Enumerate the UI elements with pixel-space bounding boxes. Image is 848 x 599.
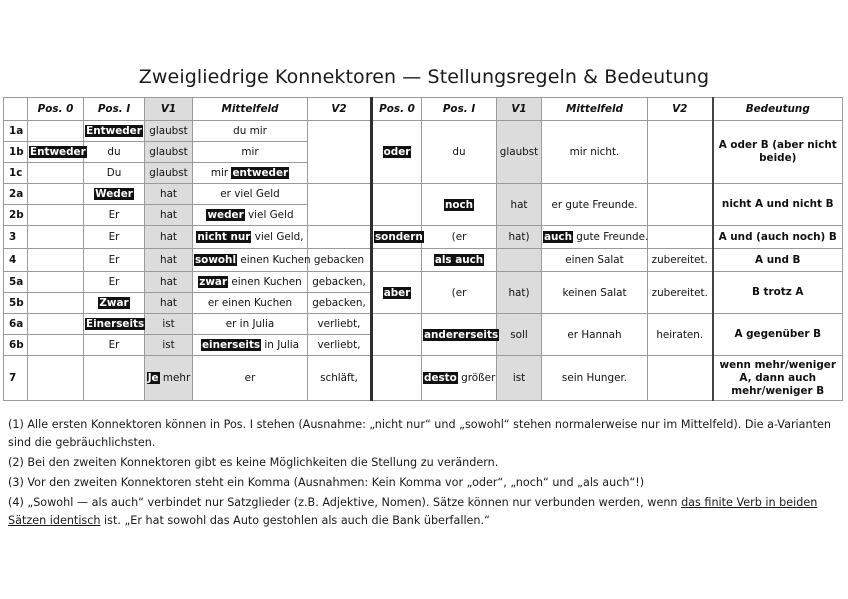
row-number: 2a: [4, 184, 28, 205]
connector-highlight: andererseits: [424, 328, 499, 341]
note-4-text: (4) „Sowohl — als auch“ verbindet nur Satzglieder (z.B. Adjektive, Nomen). Sätze können nur verbunden werden, wenn: [8, 496, 682, 509]
pos0-cell: [28, 121, 84, 142]
v2-b-cell: [648, 121, 713, 184]
header-v1: V1: [145, 98, 193, 121]
table-row: [4, 121, 843, 142]
pos1-cell: Er: [84, 249, 145, 272]
v1-cell: hat: [145, 205, 193, 226]
v1-cell: ist: [145, 335, 193, 356]
mittelfeld-text: einen Kuchen: [231, 276, 302, 288]
pos1-cell: [84, 314, 145, 335]
footnotes: [8, 416, 844, 532]
v2-b-cell: [648, 184, 713, 226]
v2-cell: gebacken,: [308, 272, 372, 293]
connector-highlight: desto: [424, 372, 457, 384]
v2-cell: verliebt,: [308, 335, 372, 356]
header-v2: V2: [308, 98, 372, 121]
connector-highlight: Entweder: [30, 146, 86, 158]
header-num: [4, 98, 28, 121]
konnektoren-table: [3, 97, 843, 401]
pos0-cell: [28, 205, 84, 226]
mittelfeld-b-cell: sein Hunger.: [542, 356, 648, 401]
note-4-example: ist. „Er hat sowohl das Auto gestohlen als auch die Bank überfallen.“: [100, 514, 490, 527]
pos1-cell: [84, 121, 145, 142]
connector-highlight: Entweder: [86, 125, 142, 137]
pos0-b-cell: [372, 121, 422, 184]
v1-b-cell: hat): [497, 272, 542, 314]
header-v2-b: V2: [648, 98, 713, 121]
v2-b-cell: heiraten.: [648, 314, 713, 356]
mittelfeld-b-cell: mir nicht.: [542, 121, 648, 184]
pos1-b-cell: [422, 249, 497, 272]
pos0-b-cell: [372, 226, 422, 249]
v1-cell: hat: [145, 226, 193, 249]
mittelfeld-cell: [193, 249, 311, 272]
mittelfeld-cell: [193, 272, 308, 293]
connector-highlight: sowohl: [195, 254, 237, 266]
table-row: [4, 314, 843, 335]
connector-highlight: als auch: [434, 254, 484, 266]
v2-cell: schläft,: [308, 356, 372, 401]
connector-highlight: weder: [207, 209, 244, 221]
v1-b-cell: hat: [497, 184, 542, 226]
page-title: Zweigliedrige Konnektoren — Stellungsregeln & Bedeutung: [138, 66, 710, 88]
note-4-underline: das finite Verb in beiden Sätzen identisch: [8, 496, 818, 527]
mittelfeld-text: viel Geld,: [254, 231, 304, 243]
v2-cell: [308, 226, 372, 249]
pos0-cell: [28, 272, 84, 293]
connector-highlight: entweder: [232, 167, 289, 179]
table-row: [4, 272, 843, 293]
mittelfeld-cell: er: [193, 356, 308, 401]
row-number: 1b: [4, 142, 28, 163]
connector-highlight: Je: [147, 372, 159, 384]
mittelfeld-text: mir: [210, 167, 229, 179]
table-row: [4, 184, 843, 205]
connector-highlight: aber: [383, 286, 411, 299]
v1-cell: hat: [145, 272, 193, 293]
mittelfeld-cell: [193, 335, 308, 356]
v2-b-cell: [648, 226, 713, 249]
connector-highlight: zwar: [199, 276, 228, 288]
pos1-cell: Er: [84, 226, 145, 249]
row-number: 4: [4, 249, 28, 272]
mittelfeld-text: gute Freunde.: [576, 231, 649, 243]
mittelfeld-text: einen Kuchen: [240, 254, 311, 266]
v1-text: mehr: [162, 372, 191, 384]
pos0-b-cell: [372, 272, 422, 314]
v1-b-cell: ist: [497, 356, 542, 401]
header-bedeutung: Bedeutung: [713, 98, 843, 121]
note-2: (2) Bei den zweiten Konnektoren gibt es keine Möglichkeiten die Stellung zu verändern.: [8, 456, 499, 469]
v1-cell: hat: [145, 293, 193, 314]
header-row: [4, 98, 843, 121]
connector-highlight: nicht nur: [197, 231, 251, 243]
row-number: 7: [4, 356, 28, 401]
pos0-cell: [28, 142, 84, 163]
pos0-cell: [28, 314, 84, 335]
pos1-cell: Er: [84, 205, 145, 226]
pos0-b-cell: [372, 356, 422, 401]
pos0-cell: [28, 335, 84, 356]
pos0-b-cell: [372, 314, 422, 356]
pos1-b-cell: [422, 356, 497, 401]
bedeutung-cell: A und B: [713, 249, 843, 272]
bedeutung-cell: A gegenüber B: [713, 314, 843, 356]
mittelfeld-text: in Julia: [264, 339, 299, 351]
v2-b-cell: zubereitet.: [648, 272, 713, 314]
header-pos1-b: Pos. I: [422, 98, 497, 121]
bedeutung-cell: B trotz A: [713, 272, 843, 314]
row-number: 5a: [4, 272, 28, 293]
mittelfeld-cell: er viel Geld: [193, 184, 308, 205]
row-number: 2b: [4, 205, 28, 226]
header-pos0-b: Pos. 0: [372, 98, 422, 121]
mittelfeld-cell: er in Julia: [193, 314, 308, 335]
header-v1-b: V1: [497, 98, 542, 121]
pos1-cell: Du: [84, 163, 145, 184]
v1-cell: hat: [145, 249, 193, 272]
table-row: [4, 226, 843, 249]
note-3: (3) Vor den zweiten Konnektoren steht ein Komma (Ausnahmen: Kein Komma vor „oder“, „noch“ und „als auch“!): [8, 476, 645, 489]
connector-highlight: auch: [544, 231, 572, 243]
pos1-b-cell: [422, 314, 497, 356]
table-row: [4, 356, 843, 401]
v1-b-cell: [497, 249, 542, 272]
mittelfeld-b-cell: keinen Salat: [542, 272, 648, 314]
connector-highlight: noch: [444, 198, 474, 211]
pos0-cell: [28, 356, 84, 401]
pos1-cell: [84, 356, 145, 401]
v1-cell: hat: [145, 184, 193, 205]
row-number: 5b: [4, 293, 28, 314]
mittelfeld-text: viel Geld: [248, 209, 294, 221]
mittelfeld-cell: [193, 163, 308, 184]
header-mittelfeld: Mittelfeld: [193, 98, 308, 121]
bedeutung-cell: wenn mehr/weniger A, dann auch mehr/weniger B: [713, 356, 843, 401]
pos1-b-cell: (er: [422, 272, 497, 314]
row-number: 6b: [4, 335, 28, 356]
connector-highlight: einerseits: [201, 339, 261, 351]
pos1-b-cell: du: [422, 121, 497, 184]
pos1-cell: [84, 184, 145, 205]
mittelfeld-cell: du mir: [193, 121, 308, 142]
pos1-cell: [84, 293, 145, 314]
connector-highlight: Einerseits: [86, 318, 145, 330]
v1-cell: [145, 356, 193, 401]
v2-cell: verliebt,: [308, 314, 372, 335]
pos0-cell: [28, 249, 84, 272]
v1-b-cell: glaubst: [497, 121, 542, 184]
pos0-b-cell: [372, 249, 422, 272]
pos1-b-cell: [422, 184, 497, 226]
row-number: 1c: [4, 163, 28, 184]
mittelfeld-cell: [193, 205, 308, 226]
bedeutung-cell: A und (auch noch) B: [713, 226, 843, 249]
v1-cell: ist: [145, 314, 193, 335]
v2-cell: [308, 121, 372, 184]
note-1: (1) Alle ersten Konnektoren können in Pos. I stehen (Ausnahme: „nicht nur“ und „sowohl“ stehen normalerweise nur im Mittelfeld). Die a-Varianten sind die gebräuchlichsten.: [8, 418, 831, 449]
v1-b-cell: soll: [497, 314, 542, 356]
v2-b-cell: zubereitet.: [648, 249, 713, 272]
table-row: [4, 249, 843, 272]
row-number: 1a: [4, 121, 28, 142]
pos1-cell: Er: [84, 335, 145, 356]
mittelfeld-b-cell: einen Salat: [542, 249, 648, 272]
row-number: 3: [4, 226, 28, 249]
bedeutung-cell: A oder B (aber nicht beide): [713, 121, 843, 184]
mittelfeld-b-cell: er gute Freunde.: [542, 184, 648, 226]
pos0-cell: [28, 293, 84, 314]
v1-b-cell: hat): [497, 226, 542, 249]
connector-highlight: sondern: [375, 231, 423, 243]
pos1-cell: du: [84, 142, 145, 163]
v1-cell: glaubst: [145, 142, 193, 163]
v1-cell: glaubst: [145, 121, 193, 142]
mittelfeld-b-cell: er Hannah: [542, 314, 648, 356]
pos0-b-cell: [372, 184, 422, 226]
pos0-cell: [28, 184, 84, 205]
v1-cell: glaubst: [145, 163, 193, 184]
mittelfeld-cell: [193, 226, 308, 249]
note-4: [8, 494, 844, 530]
connector-highlight: Zwar: [99, 297, 129, 309]
pos1-cell: Er: [84, 272, 145, 293]
header-mittelfeld-b: Mittelfeld: [542, 98, 648, 121]
pos1-b-cell: (er: [422, 226, 497, 249]
mittelfeld-cell: mir: [193, 142, 308, 163]
v2-cell: gebacken,: [308, 293, 372, 314]
pos1-b-text: größer: [461, 372, 496, 384]
connector-highlight: Weder: [95, 188, 133, 200]
v2-cell: [308, 184, 372, 226]
v2-cell: gebacken: [308, 249, 372, 272]
mittelfeld-cell: er einen Kuchen: [193, 293, 308, 314]
pos0-cell: [28, 163, 84, 184]
header-pos1: Pos. I: [84, 98, 145, 121]
row-number: 6a: [4, 314, 28, 335]
connector-highlight: oder: [383, 146, 411, 158]
bedeutung-cell: nicht A und nicht B: [713, 184, 843, 226]
header-pos0: Pos. 0: [28, 98, 84, 121]
v2-b-cell: [648, 356, 713, 401]
pos0-cell: [28, 226, 84, 249]
mittelfeld-b-cell: [542, 226, 648, 249]
